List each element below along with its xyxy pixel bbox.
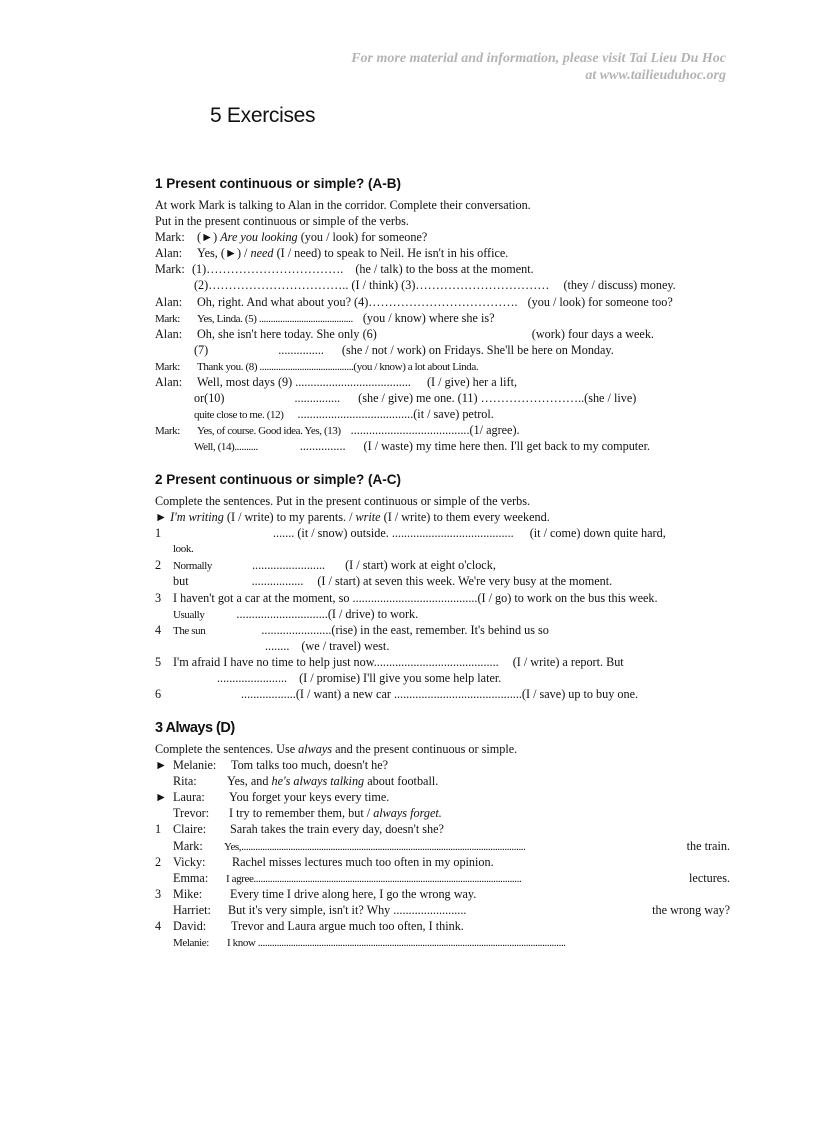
question-5: 5 I'm afraid I have no time to help just now......................................... (I / write) a report. But xyxy=(155,654,624,669)
speaker: Vicky: xyxy=(173,854,206,869)
exercise-3-intro: Complete the sentences. Use always and the present continuous or simple. xyxy=(155,742,518,756)
question-4: 4 David: Trevor and Laura argue much too often, I think. xyxy=(155,919,464,934)
speaker: Mike: xyxy=(173,886,203,901)
speaker: Emma: xyxy=(173,870,209,885)
banner-line-1: For more material and information, please visit Tai Lieu Du Hoc xyxy=(351,51,726,66)
question-4-reply xyxy=(155,934,730,950)
exercise-2-title: 2 Present continuous or simple? (A-C) xyxy=(155,472,402,487)
exercise-3 xyxy=(155,720,730,950)
blank-8[interactable]: Thank you. (8) ........................................(you / know) a lot about Linda. xyxy=(197,360,479,373)
question-1: 1 Claire: Sarah takes the train every day, doesn't she? xyxy=(155,822,444,837)
dialogue-line: Mark: Yes, of course. Good idea. Yes, (13) .......................................(1/ agree). xyxy=(155,422,730,438)
dialogue-line: (2)…………………………….. (I / think) (3)…………………………… (they / discuss) money. xyxy=(194,278,676,293)
blank-5[interactable]: Yes, Linda. (5) ........................................ xyxy=(197,312,353,325)
dialogue-line: Alan: Well, most days (9) ...................................... (I / give) her a lift, xyxy=(155,375,517,390)
blank[interactable]: ..............................(I / drive) to work. xyxy=(236,606,419,621)
question-4-cont: ........ (we / travel) west. xyxy=(265,638,390,653)
answer-blank[interactable]: Yes,......................................................................................................................... xyxy=(224,840,526,853)
blank-9[interactable]: Well, most days (9) ...................................... xyxy=(197,375,411,390)
watermark-banner xyxy=(166,50,726,84)
speaker: Mark: xyxy=(155,425,180,438)
blank[interactable]: I'm afraid I have no time to help just now......................................... xyxy=(173,654,499,669)
chapter-title: 5 Exercises xyxy=(210,104,316,127)
speaker: Melanie: xyxy=(173,758,217,773)
blank[interactable]: ..................(I / want) a new car ..........................................(I / save) up to buy one. xyxy=(241,687,639,702)
speaker: Melanie: xyxy=(173,937,209,950)
speaker: Mark: xyxy=(155,262,185,277)
dialogue-line: (7) ............... (she / not / work) on Fridays. She'll be here on Monday. xyxy=(194,342,614,357)
dialogue-line: Mark: (►) Are you looking (you / look) for someone? xyxy=(155,230,428,245)
exercise-1 xyxy=(155,175,730,455)
blank-10[interactable]: ............... xyxy=(294,391,341,406)
arrow-icon: ► xyxy=(155,790,168,805)
blank-4[interactable]: Oh, right. And what about you? (4)………………………………. xyxy=(197,294,518,309)
exercise-2-intro: Complete the sentences. Put in the present continuous or simple of the verbs. xyxy=(155,494,531,508)
question-6: 6 ..................(I / want) a new car ..........................................(I / save) up to buy one. xyxy=(155,687,639,702)
arrow-icon: ► xyxy=(155,510,171,525)
question-1-cont: look. xyxy=(173,543,194,556)
blank-14[interactable]: Well, (14).......... xyxy=(194,441,258,454)
exercise-1-intro-1: At work Mark is talking to Alan in the corridor. Complete their conversation. xyxy=(155,198,531,212)
dialogue-line: Alan: Oh, she isn't here today. She only (6) (work) four days a week. xyxy=(155,326,654,341)
speaker: Mark: xyxy=(173,838,203,853)
speaker: Harriet: xyxy=(173,902,211,917)
question-2-cont: but ................. (I / start) at seven this week. We're very busy at the moment. xyxy=(173,574,613,589)
dialogue-line xyxy=(155,358,730,374)
dialogue-line: quite close to me. (12) ......................................(it / save) petrol. xyxy=(194,407,494,422)
speaker: Claire: xyxy=(173,822,207,837)
blank[interactable]: ....... (it / snow) outside. ........................................ xyxy=(273,526,514,541)
question-3: 3 Mike: Every time I drive along here, I go the wrong way. xyxy=(155,886,477,901)
speaker: Mark: xyxy=(155,312,180,325)
answer-blank[interactable]: I know ................................................................................................................................... xyxy=(227,937,566,950)
speaker: Trevor: xyxy=(173,806,210,821)
dialogue-line: Well, (14).......... ............... (I / waste) my time here then. I'll get back to my computer. xyxy=(194,439,651,454)
question-5-cont: ....................... (I / promise) I'll give you some help later. xyxy=(217,671,502,686)
blank[interactable]: ........ xyxy=(265,638,290,653)
banner-line-2: at www.tailieuduhoc.org xyxy=(585,68,726,83)
speaker: Alan: xyxy=(155,246,183,261)
example-line: ► I'm writing (I / write) to my parents. / write (I / write) to them every weekend. xyxy=(155,510,550,525)
blank-1[interactable]: (1)……………………………. xyxy=(192,262,344,277)
question-3-reply: Harriet: But it's very simple, isn't it? Why ........................ the wrong way? xyxy=(173,902,730,917)
speaker: Alan: xyxy=(155,326,183,341)
speaker: Laura: xyxy=(173,790,205,805)
example-1: ► Melanie: Tom talks too much, doesn't he? xyxy=(155,758,389,773)
speaker: Alan: xyxy=(155,375,183,390)
example-1-reply: Rita: Yes, and he's always talking about football. xyxy=(173,774,439,789)
exercise-1-intro-2: Put in the present continuous or simple of the verbs. xyxy=(155,214,409,229)
exercise-1-title: 1 Present continuous or simple? (A-B) xyxy=(155,176,402,191)
blank[interactable]: ....................... xyxy=(217,671,288,686)
blank-12[interactable]: ......................................(it / save) petrol. xyxy=(297,407,494,422)
blank-2-3[interactable]: (2)…………………………….. (I / think) (3)…………………………… xyxy=(194,278,550,293)
blank[interactable]: ................. xyxy=(251,574,304,589)
blank[interactable]: ........................ xyxy=(251,558,326,573)
blank[interactable]: I haven't got a car at the moment, so .........................................(I / go) to work on the bus this week. xyxy=(173,590,658,605)
dialogue-line: or(10) ............... (she / give) me one. (11) ……………………..(she / live) xyxy=(194,391,637,406)
question-1-reply: Mark: Yes,......................................................................................................................... the train. xyxy=(173,838,730,853)
question-3-cont: Usually ..............................(I / drive) to work. xyxy=(173,606,419,621)
example-2-reply: Trevor: I try to remember them, but / always forget. xyxy=(173,806,442,821)
dialogue-line: Alan: Oh, right. And what about you? (4)………………………………. (you / look) for someone too? xyxy=(155,294,673,309)
example-2: ► Laura: You forget your keys every time. xyxy=(155,790,390,805)
dialogue-line: Mark: Yes, Linda. (5) ........................................ (you / know) where she is? xyxy=(155,310,730,326)
question-3: 3 I haven't got a car at the moment, so .........................................(I / go) to work on the bus this week. xyxy=(155,590,658,605)
speaker: Alan: xyxy=(155,294,183,309)
question-4: 4 The sun .......................(rise) in the east, remember. It's behind us so xyxy=(155,622,549,637)
speaker: Mark: xyxy=(155,230,185,245)
blank-13[interactable]: .......................................(1/ agree). xyxy=(350,423,520,438)
speaker: David: xyxy=(173,919,207,934)
dialogue-line: Mark: (1)……………………………. (he / talk) to the boss at the moment. xyxy=(155,262,534,277)
question-2: 2 Vicky: Rachel misses lectures much too often in my opinion. xyxy=(155,854,494,869)
exercise-3-title: 3 Always (D) xyxy=(155,720,235,736)
question-2: 2 Normally ........................ (I / start) work at eight o'clock, xyxy=(155,558,496,573)
dialogue-line: Alan: Yes, (►) / need (I / need) to speak to Neil. He isn't in his office. xyxy=(155,246,509,261)
blank-7[interactable]: ............... xyxy=(278,342,324,357)
answer-blank[interactable]: I agree.................................................................................................................. xyxy=(226,872,522,885)
arrow-icon: ► xyxy=(155,758,168,773)
question-1: 1 ....... (it / snow) outside. ........................................ (it / come) down quite hard, xyxy=(155,526,666,541)
speaker: Mark: xyxy=(155,360,180,373)
exercise-2 xyxy=(155,471,730,702)
blank[interactable]: .......................(rise) in the east, remember. It's behind us so xyxy=(261,622,549,637)
question-2-reply: Emma: I agree.................................................................................................................. lectures. xyxy=(173,870,730,885)
speaker: Rita: xyxy=(173,774,197,789)
